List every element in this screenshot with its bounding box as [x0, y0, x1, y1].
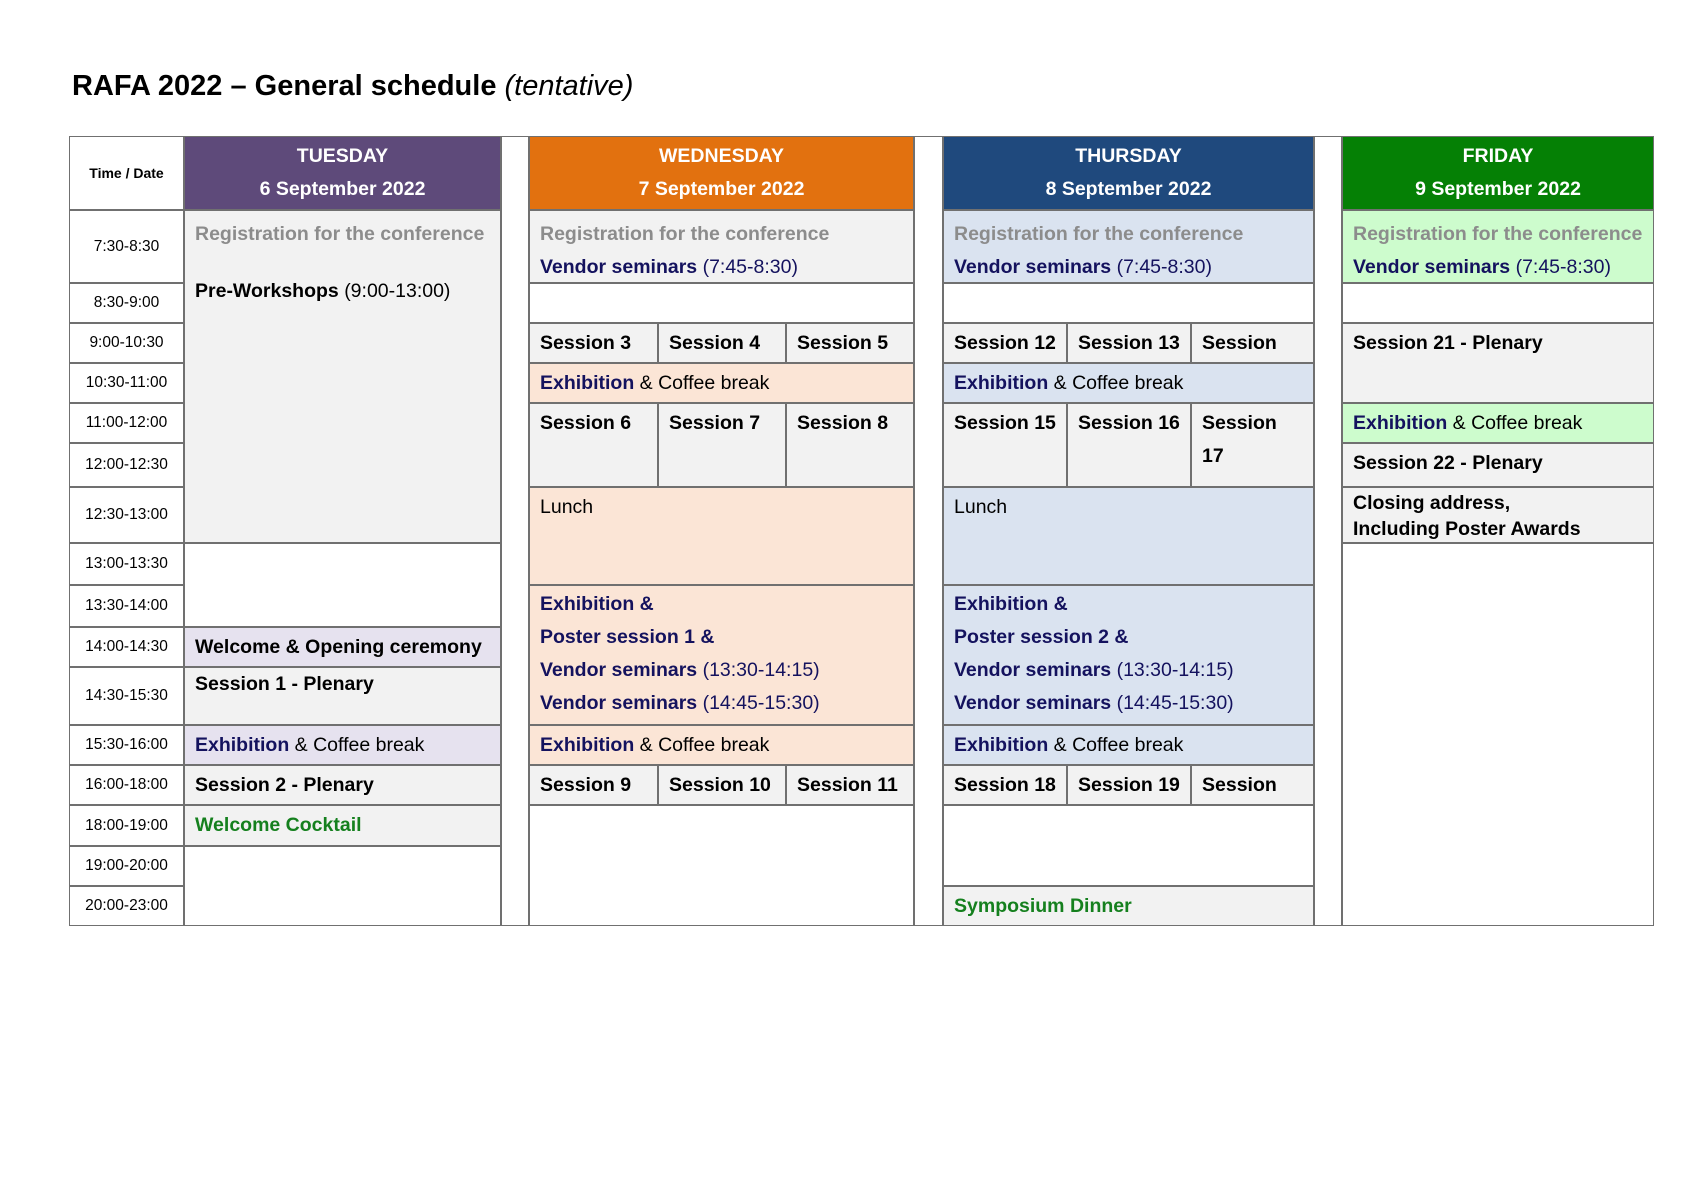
day-header-friday: [1342, 136, 1654, 210]
coffee-break-label: & Coffee break: [1053, 372, 1184, 394]
preworkshops-item: [195, 275, 490, 308]
spacer-column: [914, 136, 943, 926]
closing-line-1: Closing address,: [1353, 492, 1511, 514]
day-name: FRIDAY: [1462, 145, 1534, 167]
time-date-header: Time / Date: [69, 136, 184, 210]
welcome-cocktail: Welcome Cocktail: [184, 805, 501, 846]
session-cell: Session 7: [658, 403, 786, 487]
registration-label: Registration for the conference: [195, 223, 485, 245]
session-cell: Session 8: [786, 403, 914, 487]
vendor-time: (7:45-8:30): [702, 256, 798, 278]
vendor-label: Vendor seminars: [954, 256, 1112, 278]
time-slot: 15:30-16:00: [69, 725, 184, 765]
vendor-time: (13:30-14:15): [702, 659, 820, 681]
coffee-break-label: & Coffee break: [294, 734, 425, 756]
coffee-break-label: & Coffee break: [1452, 412, 1583, 434]
poster-line-2: Poster session 1 &: [540, 626, 715, 648]
friday-registration: [1342, 210, 1654, 283]
session-cell: Session 5: [786, 323, 914, 363]
title-main: RAFA 2022 – General schedule: [72, 70, 497, 102]
thursday-registration: [943, 210, 1314, 283]
session-cell: Session: [1191, 765, 1314, 805]
vendor-label: Vendor seminars: [540, 659, 698, 681]
vendor-time: (7:45-8:30): [1116, 256, 1212, 278]
friday-empty: [1342, 283, 1654, 323]
vendor-time: (13:30-14:15): [1116, 659, 1234, 681]
exhibition-label: Exhibition: [954, 734, 1049, 756]
coffee-break-label: & Coffee break: [1053, 734, 1184, 756]
exhibition-label: Exhibition: [195, 734, 290, 756]
wednesday-evening-empty: [529, 805, 914, 926]
vendor-time: (14:45-15:30): [702, 692, 820, 714]
wednesday-registration: [529, 210, 914, 283]
session-cell: Session 15: [943, 403, 1067, 487]
thursday-empty: [943, 283, 1314, 323]
vendor-label: Vendor seminars: [954, 659, 1112, 681]
day-date: 6 September 2022: [259, 178, 426, 200]
session-cell: Session 13: [1067, 323, 1191, 363]
exhibition-label: Exhibition: [540, 734, 635, 756]
vendor-seminars-item: [954, 654, 1303, 687]
tuesday-morning-block: [184, 210, 501, 543]
poster-line-1: Exhibition &: [954, 593, 1068, 615]
session-cell: Session 10: [658, 765, 786, 805]
registration-label: Registration for the conference: [954, 223, 1244, 245]
session-cell: Session: [1191, 323, 1314, 363]
time-slot: 12:00-12:30: [69, 443, 184, 487]
time-slot: 14:30-15:30: [69, 667, 184, 725]
tuesday-coffee-break: [184, 725, 501, 765]
vendor-label: Vendor seminars: [540, 692, 698, 714]
welcome-opening-ceremony: Welcome & Opening ceremony: [184, 627, 501, 667]
thursday-poster-session: [943, 585, 1314, 725]
time-slot: 14:00-14:30: [69, 627, 184, 667]
day-name: TUESDAY: [296, 145, 389, 167]
session-cell: Session 19: [1067, 765, 1191, 805]
preworkshops-time: (9:00-13:00): [344, 280, 451, 302]
session-cell: Session 9: [529, 765, 658, 805]
session-cell: Session 17: [1191, 403, 1314, 487]
registration-label: Registration for the conference: [540, 223, 830, 245]
wednesday-poster-session: [529, 585, 914, 725]
session-cell: Session 4: [658, 323, 786, 363]
preworkshops-label: Pre-Workshops: [195, 280, 339, 302]
tuesday-empty: [184, 543, 501, 627]
vendor-seminars-item: [540, 687, 903, 720]
wednesday-lunch: Lunch: [529, 487, 914, 585]
vendor-time: (14:45-15:30): [1116, 692, 1234, 714]
session-cell: Session 16: [1067, 403, 1191, 487]
vendor-seminars-item: [1353, 251, 1643, 284]
exhibition-label: Exhibition: [1353, 412, 1448, 434]
symposium-dinner: Symposium Dinner: [943, 886, 1314, 926]
exhibition-label: Exhibition: [540, 372, 635, 394]
time-slot: 8:30-9:00: [69, 283, 184, 323]
session-cell: Session 11: [786, 765, 914, 805]
session-cell: Session 12: [943, 323, 1067, 363]
thursday-lunch: Lunch: [943, 487, 1314, 585]
day-header-tuesday: [184, 136, 501, 210]
tuesday-evening-empty: [184, 846, 501, 926]
thursday-evening-empty: [943, 805, 1314, 886]
wednesday-coffee-break-am: [529, 363, 914, 403]
session-cell: Session 6: [529, 403, 658, 487]
day-header-wednesday: [529, 136, 914, 210]
spacer-column: [501, 136, 529, 926]
time-slot: 10:30-11:00: [69, 363, 184, 403]
time-slot: 19:00-20:00: [69, 846, 184, 886]
time-slot: 12:30-13:00: [69, 487, 184, 543]
session-22-plenary: Session 22 - Plenary: [1342, 443, 1654, 487]
vendor-label: Vendor seminars: [540, 256, 698, 278]
time-slot: 7:30-8:30: [69, 210, 184, 283]
day-date: 9 September 2022: [1415, 178, 1581, 200]
closing-address: [1342, 487, 1654, 543]
title-tentative: (tentative): [504, 70, 634, 102]
time-slot: 11:00-12:00: [69, 403, 184, 443]
vendor-seminars-item: [540, 654, 903, 687]
vendor-label: Vendor seminars: [1353, 256, 1511, 278]
vendor-seminars-item: [954, 687, 1303, 720]
vendor-time: (7:45-8:30): [1515, 256, 1611, 278]
day-date: 7 September 2022: [638, 178, 805, 200]
time-slot: 20:00-23:00: [69, 886, 184, 926]
exhibition-label: Exhibition: [954, 372, 1049, 394]
spacer-column: [1314, 136, 1342, 926]
session-2-plenary: Session 2 - Plenary: [184, 765, 501, 805]
time-slot: 16:00-18:00: [69, 765, 184, 805]
time-slot: 13:30-14:00: [69, 585, 184, 627]
vendor-seminars-item: [540, 251, 903, 284]
friday-afternoon-empty: [1342, 543, 1654, 926]
day-name: WEDNESDAY: [659, 145, 784, 167]
friday-coffee-break: [1342, 403, 1654, 443]
thursday-coffee-break-am: [943, 363, 1314, 403]
poster-line-1: Exhibition &: [540, 593, 654, 615]
time-slot: 13:00-13:30: [69, 543, 184, 585]
poster-line-2: Poster session 2 &: [954, 626, 1129, 648]
page-title: [72, 70, 633, 103]
wednesday-empty: [529, 283, 914, 323]
coffee-break-label: & Coffee break: [639, 372, 770, 394]
registration-label: Registration for the conference: [1353, 223, 1643, 245]
coffee-break-label: & Coffee break: [639, 734, 770, 756]
session-cell: Session 3: [529, 323, 658, 363]
closing-line-2: Including Poster Awards: [1353, 518, 1581, 540]
wednesday-coffee-break-pm: [529, 725, 914, 765]
day-header-thursday: [943, 136, 1314, 210]
session-21-plenary: Session 21 - Plenary: [1342, 323, 1654, 403]
time-slot: 18:00-19:00: [69, 805, 184, 846]
day-date: 8 September 2022: [1045, 178, 1212, 200]
day-name: THURSDAY: [1075, 145, 1182, 167]
session-1-plenary: Session 1 - Plenary: [184, 667, 501, 725]
thursday-coffee-break-pm: [943, 725, 1314, 765]
vendor-seminars-item: [954, 251, 1303, 284]
time-slot: 9:00-10:30: [69, 323, 184, 363]
vendor-label: Vendor seminars: [954, 692, 1112, 714]
session-cell: Session 18: [943, 765, 1067, 805]
